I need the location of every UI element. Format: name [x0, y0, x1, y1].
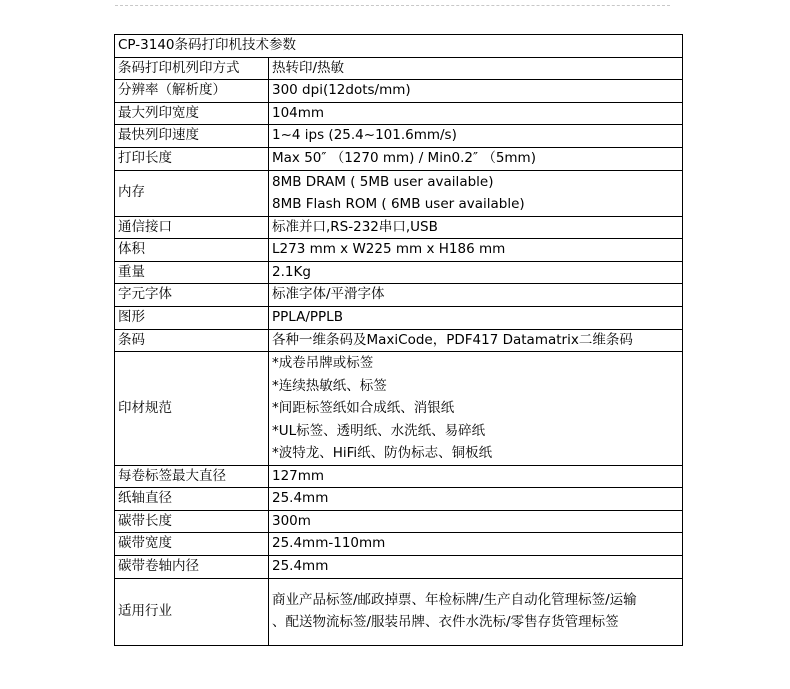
spec-label: 碳带卷轴内径 [115, 556, 269, 579]
spec-label: 通信接口 [115, 216, 269, 239]
spec-value-line: 104mm [272, 104, 325, 121]
spec-value-line: 商业产品标签/邮政掉票、年检标牌/生产自动化管理标签/运输 [272, 591, 637, 608]
spec-label: 碳带长度 [115, 510, 269, 533]
table-row [115, 216, 683, 239]
table-title-row [115, 35, 683, 58]
table-row [115, 306, 683, 329]
spec-value-line: *UL标签、透明纸、水洗纸、易碎纸 [272, 422, 486, 439]
spec-value-line: 标准并口,RS-232串口,USB [272, 218, 438, 235]
spec-value-line: 热转印/热敏 [272, 59, 345, 76]
spec-value [269, 510, 683, 533]
spec-value-line: 各种一维条码及MaxiCode，PDF417 Datamatrix二维条码 [272, 331, 633, 348]
spec-value [269, 216, 683, 239]
spec-label: 印材规范 [115, 352, 269, 466]
table-row [115, 102, 683, 125]
spec-value-line: 2.1Kg [272, 263, 311, 280]
table-row [115, 510, 683, 533]
spec-value-line: Max 50″ （1270 mm) / Min0.2″ （5mm) [272, 149, 536, 166]
spec-label: 纸轴直径 [115, 488, 269, 511]
table-row [115, 465, 683, 488]
spec-value-line: 300 dpi(12dots/mm) [272, 82, 411, 99]
spec-label: 重量 [115, 261, 269, 284]
spec-label: 每卷标签最大直径 [115, 465, 269, 488]
table-row [115, 147, 683, 170]
spec-value [269, 284, 683, 307]
spec-value-line: 127mm [272, 467, 325, 484]
spec-label: 适用行业 [115, 578, 269, 645]
table-row [115, 125, 683, 148]
spec-label: 体积 [115, 239, 269, 262]
table-row [115, 284, 683, 307]
spec-table [114, 34, 683, 646]
spec-value-line: 25.4mm [272, 558, 329, 574]
spec-label: 条码 [115, 329, 269, 352]
spec-value [269, 306, 683, 329]
table-row [115, 170, 683, 216]
table-row [115, 352, 683, 466]
spec-value-line: 标准字体/平滑字体 [272, 286, 385, 303]
spec-value-line: 1~4 ips (25.4~101.6mm/s) [272, 127, 457, 144]
table-row [115, 80, 683, 103]
table-title: CP-3140条码打印机技术参数 [115, 35, 683, 58]
spec-value-line: *成卷吊牌或标签 [272, 355, 374, 372]
table-row [115, 578, 683, 645]
spec-label: 字元字体 [115, 284, 269, 307]
spec-table-body [115, 35, 683, 646]
table-row [115, 239, 683, 262]
spec-value-line: *连续热敏纸、标签 [272, 377, 387, 394]
spec-label: 图形 [115, 306, 269, 329]
spec-label: 分辨率（解析度） [115, 80, 269, 103]
spec-value [269, 239, 683, 262]
spec-value [269, 80, 683, 103]
spec-label: 碳带宽度 [115, 533, 269, 556]
spec-value [269, 57, 683, 80]
spec-value-line: PPLA/PPLB [272, 308, 343, 325]
spec-value [269, 147, 683, 170]
top-divider [115, 5, 670, 6]
spec-value-line: 8MB Flash ROM ( 6MB user available) [272, 196, 525, 213]
spec-label: 内存 [115, 170, 269, 216]
spec-value-line: 25.4mm-110mm [272, 535, 386, 552]
spec-label: 最快列印速度 [115, 125, 269, 148]
spec-value [269, 578, 683, 645]
table-row [115, 261, 683, 284]
spec-value-line: L273 mm x W225 mm x H186 mm [272, 241, 506, 258]
spec-value-line: 25.4mm [272, 490, 329, 507]
spec-label: 打印长度 [115, 147, 269, 170]
spec-value [269, 329, 683, 352]
spec-value [269, 556, 683, 579]
table-row [115, 556, 683, 579]
spec-value [269, 465, 683, 488]
spec-value [269, 261, 683, 284]
table-row [115, 533, 683, 556]
table-row [115, 488, 683, 511]
spec-value [269, 533, 683, 556]
spec-value-line: 8MB DRAM ( 5MB user available) [272, 173, 494, 190]
spec-value-line: *波特龙、HiFi纸、防伪标志、铜板纸 [272, 445, 493, 462]
spec-value [269, 352, 683, 466]
spec-label: 最大列印宽度 [115, 102, 269, 125]
spec-label: 条码打印机列印方式 [115, 57, 269, 80]
spec-value [269, 488, 683, 511]
spec-value [269, 170, 683, 216]
spec-value-line: 300m [272, 512, 311, 529]
spec-value [269, 125, 683, 148]
table-row [115, 329, 683, 352]
table-row [115, 57, 683, 80]
spec-value [269, 102, 683, 125]
spec-value-line: 、配送物流标签/服装吊牌、衣件水洗标/零售存货管理标签 [272, 614, 619, 631]
spec-value-line: *间距标签纸如合成纸、消银纸 [272, 400, 455, 417]
